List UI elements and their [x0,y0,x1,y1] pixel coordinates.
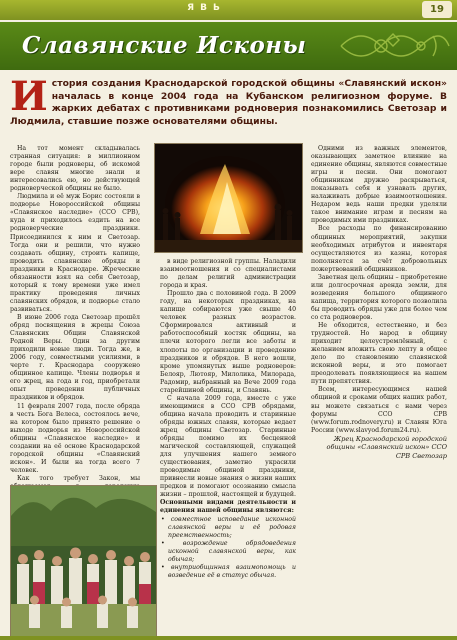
page-number: 19 [422,1,452,18]
paragraph: Как того требует Закон, мы [17,474,140,482]
bottom-rule [0,636,457,640]
list-item: • внутриобщинная взаимопомощь и возведение её в статус обычая. [168,564,296,580]
paragraph: С начала 2009 года, вместе с уже имеющимися в ССО СРВ обрядами, община начала проводить и старинные обряды южных славян, которые ведает жрец общины Светозар. Старинные обряды помимо их бесценной магической составляющей, служащей для улучшения нашего земного существования, заметно украсили проводимые общиной праздники, привнесли новые знания о жизни наших предков и помогают осознанию смысла жизни – прошлой, настоящей и будущей. [160,394,296,499]
paragraph: Заветная цель общины – приобретение или долгосрочная аренда земли, для возведения большого общинного капища, территория которого позволила бы проводить обряды уже для более чем со ста родноверов. [311,273,447,321]
paragraph: 11 февраля 2007 года, после обряда в честь Бога Велеса, состоялось вече, на котором было принято решение о выходе подворья из Новороссийской общины «Славянское наследие» и создании на её основе Краснодарской городской общины «Славянский искон». И были на тогда всего 7 человек. [10,402,140,474]
text-column-1 [10,145,140,515]
list-item: • совместное исповедание исконной славянской веры и её родовая преемственность; [168,516,296,540]
text-column-2 [160,258,296,580]
paragraph: На тот момент складывалась странная ситуация: в миллионном городе были родноверы, об искомой вере славян многие знали и интересовались ею, но действующей родноверческой общины не было. [10,145,140,193]
paragraph: В июне 2006 года Светозар прошёл обряд посвящения в жрецы Союза Славянских Общин Славянской Родной Веры. Один за другим приходили новые люди. Тогда же, в 2006 году, совместными усилиями, в черте г. Краснодара сооружено общинное капище. Члены подворья и его жрец, на года и год, приобретали опыт проведения публичных праздников и обрядов. [10,313,140,402]
title-banner [0,22,457,70]
list-item: • возрождение обрядоведения исконной славянской веры, как обычая; [168,540,296,564]
paragraph: Не обходится, естественно, и без трудностей. Но народ в общину приходит целеустремлённый, с желанием вложить свою лепту в общее дело по становлению славянской исконной веры, и это помогает преодолевать появляющиеся на нашем пути препятствия. [311,322,447,386]
article-title: Славянские Исконы [22,32,307,59]
goals-list [160,516,296,580]
ornament-icon [331,26,451,66]
paragraph: в виде религиозной группы. Наладили взаимоотношения и со специалистами по делам религий администрации города и края. [160,258,296,290]
goals-heading: Основными видами деятельности и единения нашей общины являются: [160,499,296,515]
paragraph: Одними из важных элементов, оказывающих заметное влияние на единение общины, являются совместные игры и песни. Они помогают общинникам дружно раскрываться, показывать себя и узнавать других, налаживать добрые взаимоотношения. Недаром ведь наши предки уделяли такое внимание играм и песням на проводимых ими праздниках. [311,145,447,225]
author-signature: Жрец Краснодарской городской общины «Славянский искон» ССО СРВ Светозар [326,434,447,460]
lead-text: стория создания Краснодарской городской общины «Славянский искон» началась в конце 2004 года на Кубанском религиозном форуме. В жарких дебатах с противниками родноверия познакомились Светозар и Людмила, ставшие позже основателями общины. [10,78,447,127]
paragraph: Все расходы по финансированию общинных мероприятий, закупки необходимых атрибутов и инвентаря осуществляются из казны, которая пополняется за счёт добровольных пожертвований общинников. [311,225,447,273]
section-label: ЯВЬ [187,3,226,13]
text-column-3 [311,145,447,460]
bonfire-photo [154,143,303,253]
paragraph: Прошло два с половиной года. В 2009 году, на некоторых праздниках, на капище собираются уже свыше 40 человек разных возрастов. Сформировался активный и работоспособный костяк общины, на плечи которого легли все заботы и хлопоты по организации и проведению праздников и обрядов. В него вошли, кроме упомянутых выше родноверов: Белояр, Лютояр, Милолика, Милорада, Радомир, выбранный на Вече 2009 года старейшиной общины, и Славянь. [160,290,296,394]
paragraph: Всем, интересующимся нашей общиной и сроками общих наших работ, вы можете связаться с нами через форумы ССО СРВ (www.forum.rodnovery.ru) и Славян Юга России (www.slavyod.forum24.ru). [311,386,447,434]
paragraph: Людмила и её муж Борис состояли в подворье Новороссийской общины «Славянское наследие» (ССО СРВ), куда и приходилось ездить на все родноверческие праздники. Присоединился к ним и Светозар. Тогда они и решили, что нужно создавать общину, строить капище, проводить славянские обряды и праздники в Краснодаре. Жреческие обязанности взял на себя Светозар, который к тому времени уже имел практику проведения личных славянских обрядов, и подворье стало развиваться. [10,193,140,313]
top-bar [0,0,457,20]
community-group-photo [10,485,157,637]
article-lead [10,73,447,140]
drop-cap: И [10,73,48,120]
